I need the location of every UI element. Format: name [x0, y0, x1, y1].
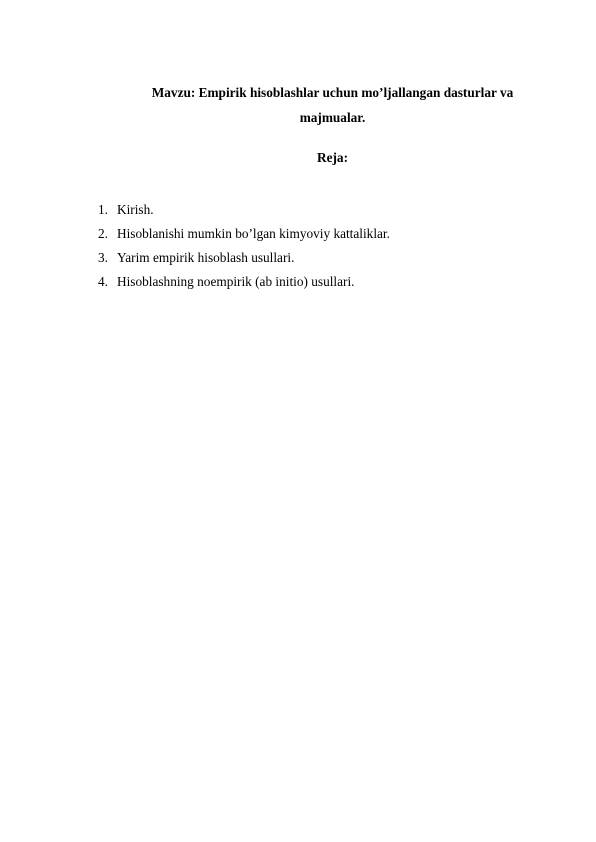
list-item-number: 1. — [98, 202, 108, 217]
list-item — [98, 248, 390, 272]
list-item — [98, 224, 390, 248]
list-item-text: Yarim empirik hisoblash usullari. — [117, 250, 295, 265]
list-item-number: 3. — [98, 250, 108, 265]
title-line-2: majmualar. — [299, 110, 366, 125]
list-item-text: Hisoblashning noempirik (ab initio) usullari. — [117, 274, 355, 289]
document-title — [110, 80, 555, 130]
list-item-number: 4. — [98, 274, 108, 289]
plan-heading: Reja: — [316, 150, 348, 165]
list-item-number: 2. — [98, 226, 108, 241]
list-item-text: Hisoblanishi mumkin bo’lgan kimyoviy kattaliklar. — [117, 226, 390, 241]
list-item — [98, 272, 390, 296]
list-item — [98, 200, 390, 224]
title-line-1: Mavzu: Empirik hisoblashlar uchun mo’ljallangan dasturlar va — [151, 85, 514, 100]
list-item-text: Kirish. — [117, 202, 154, 217]
plan-list — [98, 200, 390, 296]
